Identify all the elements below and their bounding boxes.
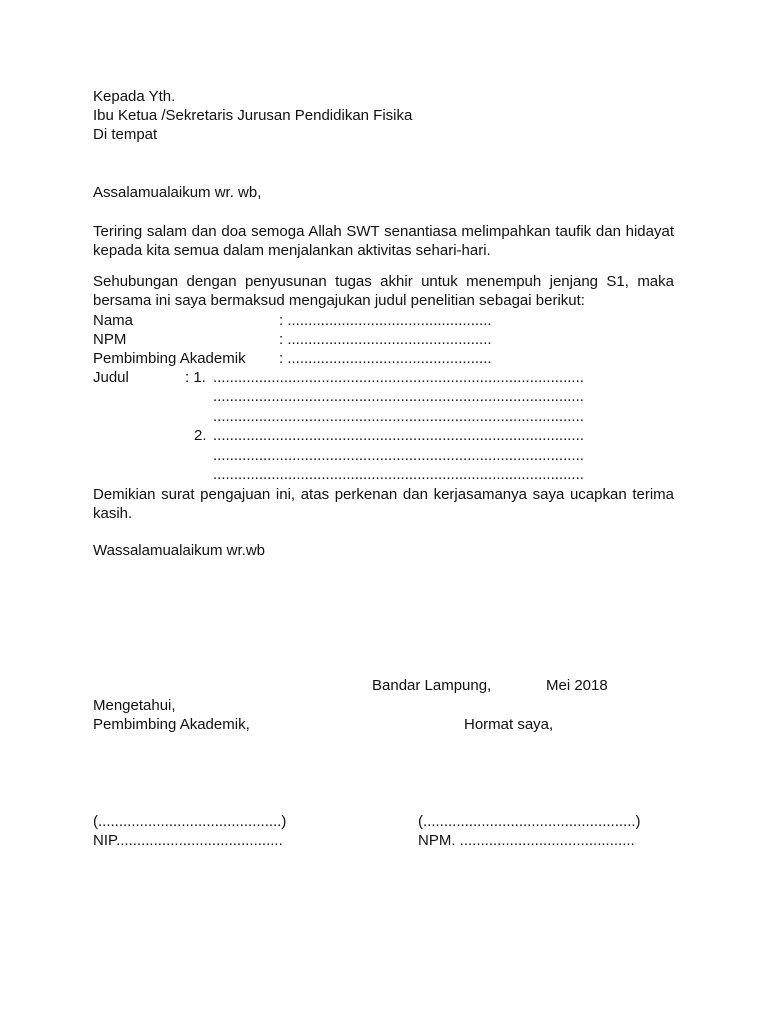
opening-greeting: Assalamualaikum wr. wb, [93,184,262,201]
judul-label: Judul [93,369,129,386]
recipient-place: Di tempat [93,126,158,143]
purpose-paragraph: Sehubungan dengan penyusunan tugas akhir untuk menempuh jenjang S1, maka bersama ini saya bermaksud mengajukan judul penelitian sebagai berikut: [93,273,674,309]
recipient-salutation: Kepada Yth. [93,88,176,105]
advisor-title: Pembimbing Akademik, [93,716,250,733]
judul-2-line-1: ......................................................................................... [213,427,584,444]
advisor-nip-blank: NIP........................................ [93,832,283,849]
recipient-addressee: Ibu Ketua /Sekretaris Jurusan Pendidikan Fisika [93,107,413,124]
sender-npm-blank: NPM. .......................................... [418,832,635,849]
judul-number-1: : 1. [185,369,206,386]
npm-label: NPM [93,331,127,348]
place-city: Bandar Lampung, [372,677,492,694]
nama-field: : ................................................. [279,312,492,329]
judul-1-line-3: ......................................................................................... [213,408,584,425]
nama-label: Nama [93,312,134,329]
sender-name-blank: (...................................................) [418,813,641,830]
judul-1-line-1: ......................................................................................... [213,369,584,386]
opening-paragraph: Teriring salam dan doa semoga Allah SWT senantiasa melimpahkan taufik dan hidayat kepada kita semua dalam menjalankan aktivitas sehari-hari. [93,223,674,259]
closing-paragraph: Demikian surat pengajuan ini, atas perkenan dan kerjasamanya saya ucapkan terima kasih. [93,486,674,522]
judul-number-2: 2. [194,427,207,444]
closing-greeting: Wassalamualaikum wr.wb [93,542,265,559]
advisor-name-blank: (............................................) [93,813,287,830]
npm-field: : ................................................. [279,331,492,348]
judul-1-line-2: ......................................................................................... [213,388,584,405]
pembimbing-label: Pembimbing Akademik [93,350,246,367]
judul-2-line-2: ......................................................................................... [213,447,584,464]
sender-title: Hormat saya, [464,716,554,733]
mengetahui-label: Mengetahui, [93,697,176,714]
judul-2-line-3: ......................................................................................... [213,466,584,483]
pembimbing-field: : ................................................. [279,350,492,367]
letter-date: Mei 2018 [546,677,608,694]
